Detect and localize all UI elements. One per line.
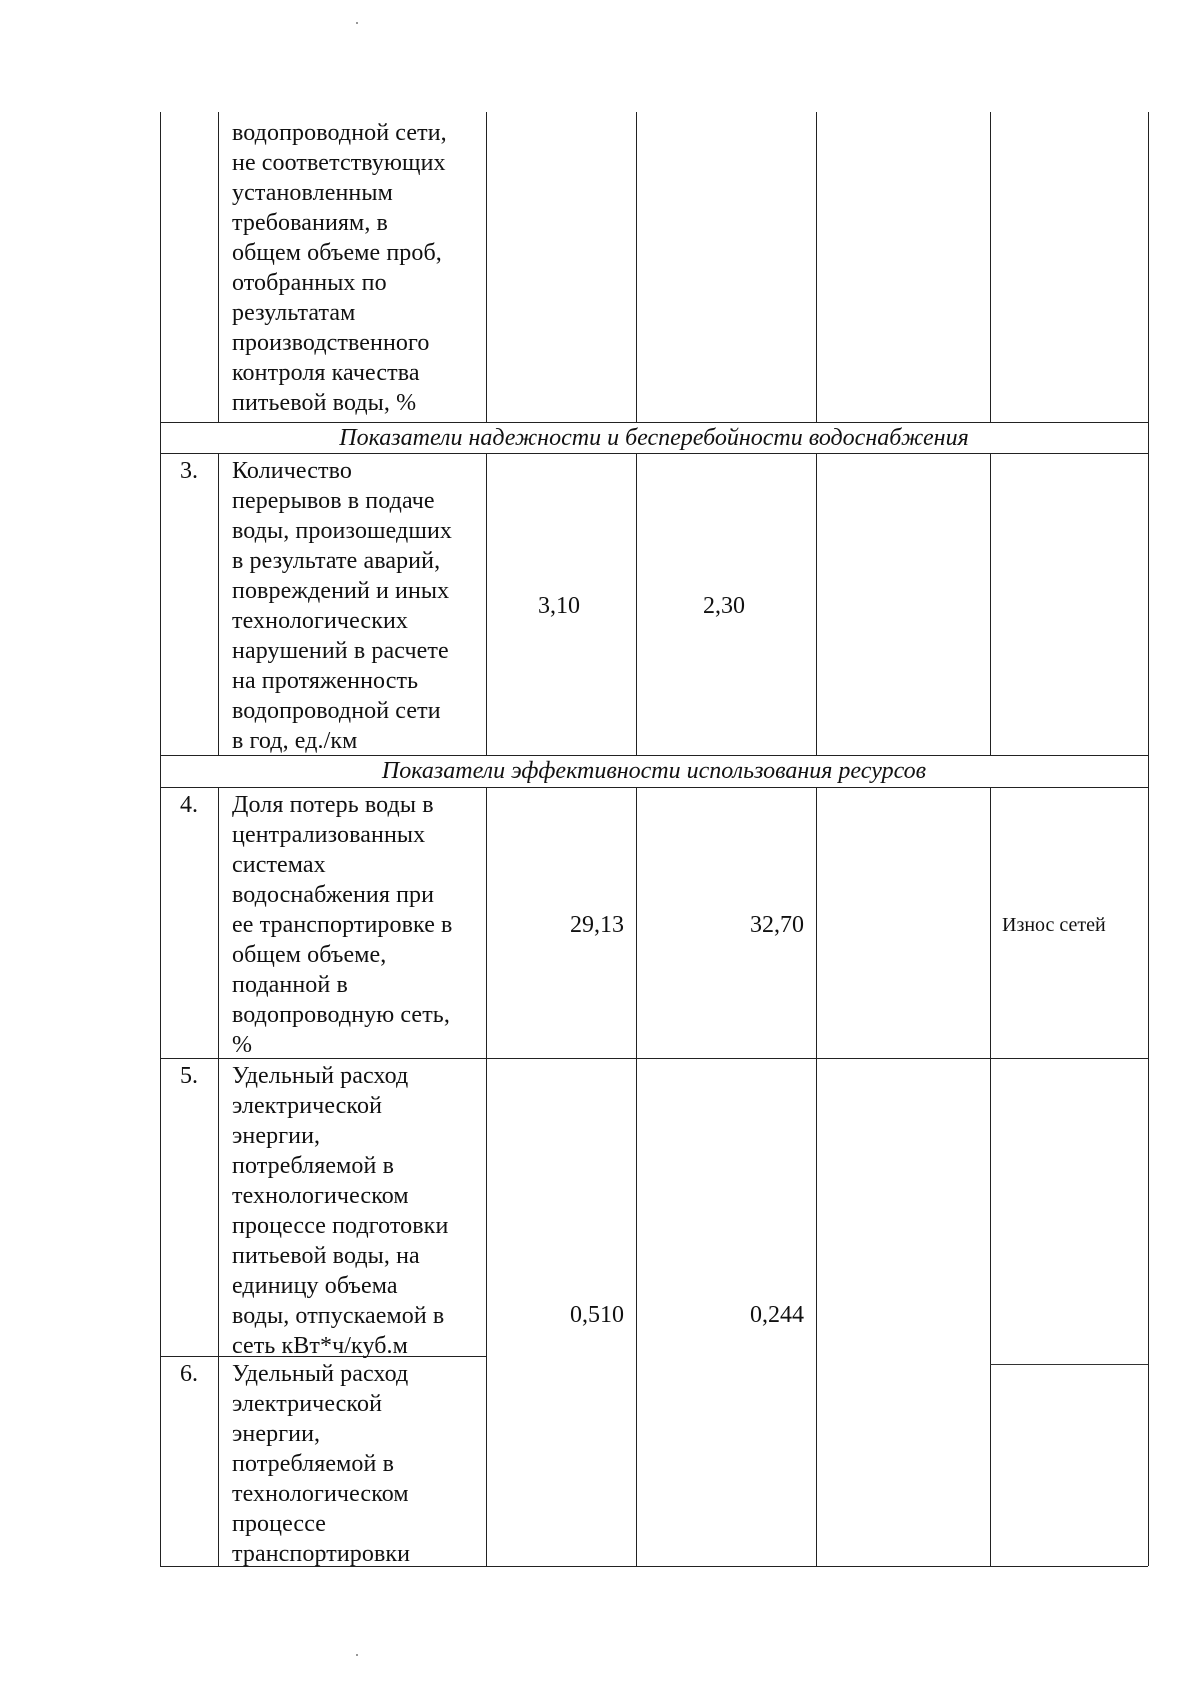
row3-value-1: 3,10 [538, 593, 580, 619]
row-divider [160, 453, 1148, 454]
row2-description: водопроводной сети, не соответствующих установленным требованиям, в общем объеме проб, отобранных по результатам производственного контроля качества питьевой воды, % [232, 120, 447, 416]
scan-speck [356, 22, 358, 24]
column-divider-2 [486, 112, 487, 422]
column-divider-1 [218, 787, 219, 1566]
column-divider-3 [636, 787, 637, 1566]
row6-description: Удельный расход электрической энергии, потребляемой в технологическом процессе транспортировки [232, 1361, 411, 1567]
section-title-efficiency: Показатели эффективности использования ресурсов [381, 758, 927, 784]
row5-number: 5. [180, 1063, 198, 1089]
column-divider-2 [486, 453, 487, 755]
row3-value-2: 2,30 [703, 593, 745, 619]
row3-number: 3. [180, 458, 198, 484]
table-border-right [1148, 112, 1149, 1566]
column-divider-5 [990, 787, 991, 1566]
row6-number: 6. [180, 1361, 198, 1387]
column-divider-3 [636, 112, 637, 422]
row4-value-2: 32,70 [750, 912, 804, 938]
column-divider-1 [218, 112, 219, 422]
column-divider-2 [486, 787, 487, 1566]
column-divider-1 [218, 453, 219, 755]
column-divider-4 [816, 453, 817, 755]
scan-speck [356, 1654, 358, 1656]
column-divider-5 [990, 112, 991, 422]
row5-description: Удельный расход электрической энергии, потребляемой в технологическом процессе подготовки питьевой воды, на единицу объема воды, отпускаемой в сеть кВт*ч/куб.м [232, 1063, 449, 1359]
column-divider-5 [990, 453, 991, 755]
row4-note: Износ сетей [1002, 914, 1106, 936]
column-divider-4 [816, 787, 817, 1566]
row-divider [160, 787, 1148, 788]
table-border-left [160, 112, 161, 1566]
row4-number: 4. [180, 792, 198, 818]
column-divider-4 [816, 112, 817, 422]
section-title-reliability: Показатели надежности и бесперебойности водоснабжения [339, 425, 969, 451]
row4-description: Доля потерь воды в централизованных системах водоснабжения при ее транспортировке в общем объеме, поданной в водопроводную сеть, % [232, 792, 453, 1058]
row5-value-1: 0,510 [570, 1302, 624, 1328]
row3-description: Количество перерывов в подаче воды, произошедших в результате аварий, повреждений и иных технологических нарушений в расчете на протяженность водопроводной сети в год, ед./км [232, 458, 452, 754]
row4-value-1: 29,13 [570, 912, 624, 938]
row-divider-partial [990, 1364, 1148, 1365]
row5-value-2: 0,244 [750, 1302, 804, 1328]
column-divider-3 [636, 453, 637, 755]
